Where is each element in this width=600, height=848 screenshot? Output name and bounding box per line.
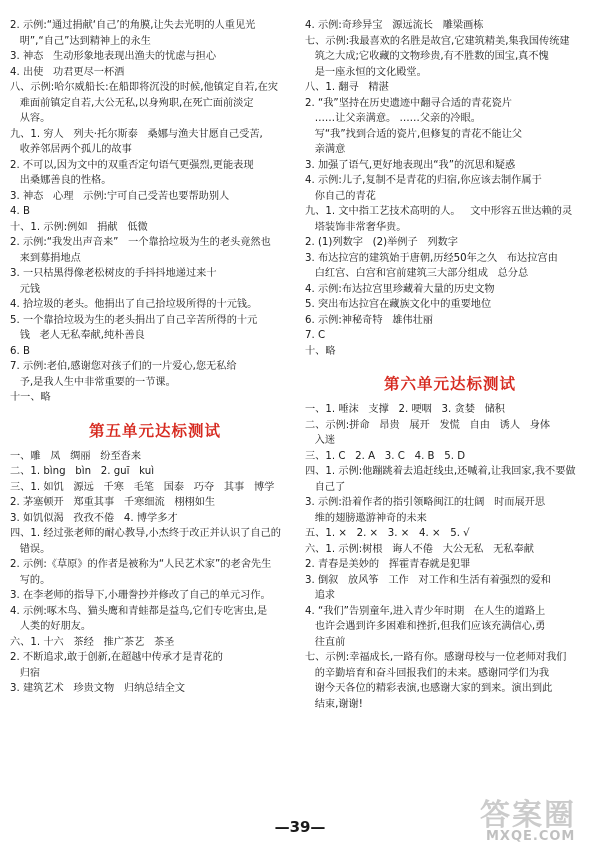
right-column (305, 18, 595, 712)
answer-line: 也许会遇到许多困难和挫折,但我们应该充满信心,勇 (305, 621, 546, 632)
answer-line: 四、1. 经过张老师的耐心教导,小杰终于改正并认识了自己的 (10, 528, 281, 539)
answer-line: 写的。 (10, 574, 51, 586)
answer-line: 八、1. 翻寻 精湛 (305, 82, 389, 93)
answer-line: 钱 老人无私奉献,纯朴善良 (10, 330, 145, 341)
answer-line: 3. 建筑艺术 珍贵文物 归纳总结全文 (10, 683, 186, 694)
answer-line: 3. 神态 生动形象地表现出渔夫的忧虑与担心 (10, 51, 217, 62)
watermark-sub: MXQE.COM (486, 829, 576, 844)
answer-list-unit4 (10, 18, 300, 406)
answer-line: 5. 一个靠拾垃圾为生的老头捐出了自己辛苦所得的十元 (10, 314, 258, 326)
answer-line: 3. 示例:沿着作者的指引领略闽江的壮阔 时而展开思 (305, 497, 546, 508)
answer-line: 2. 示例:“我发出声音来” 一个靠拾垃圾为生的老头竟然也 (10, 237, 271, 248)
answer-line: 十、1. 示例:例如 捐献 低微 (10, 221, 148, 233)
answer-line: 是一座永恒的文化殿堂。 (305, 66, 427, 78)
answer-line: 明”,“自己”达到精神上的永生 (10, 35, 151, 47)
answer-line: 收养邻居两个孤儿的故事 (10, 144, 132, 155)
answer-line: 十一、略 (10, 392, 51, 403)
answer-line: 结束,谢谢! (305, 698, 363, 710)
answer-line: 维的翅膀遨游神奇的未来 (305, 512, 427, 524)
answer-line: 归宿 (10, 667, 41, 679)
answer-line: 4. “我们”告别童年,进入青少年时期 在人生的道路上 (305, 605, 546, 617)
answer-line: 2. “我”坚持在历史遗迹中翻寻合适的青花瓷片 (305, 97, 512, 109)
answer-list-unit5-cont (305, 18, 595, 359)
answer-line: 入迷 (305, 435, 336, 446)
answer-line: 3. 倒叙 放风筝 工作 对工作和生活有着强烈的爱和 (305, 574, 551, 586)
answer-line: 九、1. 穷人 列夫·托尔斯泰 桑娜与渔夫甘愿自己受苦, (10, 128, 263, 140)
answer-list-unit6 (305, 402, 595, 712)
answer-line: 四、1. 示例:他蹦跳着去追赶线虫,还喊着,让我回家,我不要做 (305, 466, 576, 477)
answer-line: 2. 青春是美妙的 挥霍青春就是犯罪 (305, 559, 471, 570)
answer-line: 3. 加强了语气,更好地表现出“我”的沉思和疑惑 (305, 159, 516, 171)
answer-line: 4. B (10, 206, 30, 217)
answer-line: 4. 示例:布达拉宫里珍藏着大量的历史文物 (305, 283, 495, 295)
answer-line: 出桑娜善良的性格。 (10, 175, 112, 186)
answer-line: 十、略 (305, 345, 336, 357)
answer-line: 七、示例:幸福成长,一路有你。感谢母校与一位老师对我们 (305, 652, 567, 663)
answer-line: 6. B (10, 345, 30, 357)
answer-line: 九、1. 文中指工艺技术高明的人。 文中形容五世达赖的灵 (305, 206, 573, 217)
answer-line: ……让父亲满意。 ……父亲的冷眼。 (305, 113, 481, 124)
answer-line: 人类的好朋友。 (10, 621, 92, 632)
answer-line: 谢今天各位的精彩表演,也感谢大家的到来。演出到此 (305, 683, 553, 694)
answer-line: 的辛勤培育和奋斗回报我们的未来。感谢同学们为我 (305, 667, 550, 679)
answer-line: 五、1. × 2. × 3. × 4. × 5. √ (305, 528, 470, 539)
watermark-main: 答案圈 (480, 798, 576, 833)
answer-line: 4. 示例:儿子,复制不是青花的归宿,你应该去制作属于 (305, 175, 542, 186)
answer-line: 3. 布达拉宫的建筑始于唐朝,历经50年之久 布达拉宫由 (305, 252, 558, 264)
answer-line: 七、示例:我最喜欢的名胜是故宫,它建筑精美,集我国传统建 (305, 35, 570, 47)
answer-line: 塔装饰非常奢华贵。 (305, 221, 407, 233)
answer-line: 筑之大成;它收藏的文物珍贵,有不胜数的国宝,真不愧 (305, 51, 549, 62)
unit5-title: 第五单元达标测试 (88, 421, 221, 440)
answer-line: 7. C (305, 330, 326, 341)
answer-line: 六、1. 十六 茶经 推广茶艺 茶圣 (10, 636, 175, 648)
answer-line: 2. 茅塞顿开 郑重其事 千寒细流 栩栩如生 (10, 497, 216, 508)
answer-line: 你自己的青花 (305, 190, 376, 202)
answer-line: 白红宫、白宫和宫前建筑三大部分组成 总分总 (305, 268, 529, 279)
answer-line: 错误。 (10, 543, 51, 555)
answer-line: 5. 突出布达拉宫在藏族文化中的重要地位 (305, 299, 492, 310)
answer-list-unit5 (10, 449, 300, 697)
unit6-title: 第六单元达标测试 (383, 375, 516, 393)
answer-line: 一、雕 凤 绸丽 纷至沓来 (10, 450, 142, 462)
answer-line: 2. 不断追求,敢于创新,在超越中传承才是青花的 (10, 652, 223, 663)
answer-line: 难面前镇定自若,大公无私,以身殉职,在死亡面前淡定 (10, 97, 254, 109)
answer-line: 3. 神态 心理 示例:宁可自己受苦也要帮助别人 (10, 190, 230, 202)
answer-line: 4. 拾垃圾的老头。他捐出了自己拾垃圾所得的十元钱。 (10, 299, 258, 310)
answer-line: 3. 在李老师的指导下,小珊誊抄并修改了自己的单元习作。 (10, 590, 271, 601)
answer-line: 写“我”找到合适的瓷片,但修复的青花不能让父 (305, 128, 523, 140)
left-column (10, 18, 300, 697)
answer-line: 4. 出使 功君更尽一杯酒 (10, 66, 125, 78)
answer-line: 二、1. bìng bìn 2. guī kuì (10, 466, 155, 477)
answer-line: 2. (1)列数字 (2)举例子 列数字 (305, 237, 458, 248)
answer-line: 2. 示例:《草原》的作者是被称为“人民艺术家”的老舍先生 (10, 559, 272, 570)
answer-line: 6. 示例:神秘奇特 雄伟壮丽 (305, 314, 433, 326)
answer-line: 从容。 (10, 113, 51, 124)
answer-line: 4. 示例:奇珍异宝 源远流长 雕梁画栋 (305, 20, 484, 31)
answer-line: 八、示例:哈尔威船长:在船即将沉没的时候,他镇定自若,在灾 (10, 82, 279, 93)
answer-line: 7. 示例:老伯,感谢您对孩子们的一片爱心,您无私给 (10, 361, 237, 372)
answer-line: 4. 示例:啄木鸟、猫头鹰和青蛙都是益鸟,它们专吃害虫,是 (10, 605, 268, 617)
answer-line: 2. 不可以,因为文中的双重否定句语气更强烈,更能表现 (10, 159, 254, 171)
answer-line: 六、1. 示例:树根 诲人不倦 大公无私 无私奉献 (305, 543, 534, 555)
answer-line: 亲满意 (305, 144, 346, 155)
answer-line: 往直前 (305, 636, 346, 648)
answer-line: 元钱 (10, 283, 41, 295)
answer-line: 三、1. 如饥 源远 千寒 毛笔 国泰 巧夺 其事 博学 (10, 481, 275, 493)
answer-line: 予,是我人生中非常重要的一节课。 (10, 376, 176, 388)
page-number: —39— (274, 818, 326, 836)
answer-line: 自己了 (305, 481, 346, 493)
answer-line: 追求 (305, 590, 336, 601)
answer-line: 来到募捐地点 (10, 252, 81, 264)
answer-line: 一、1. 唾沫 支撑 2. 哽咽 3. 贪婪 储积 (305, 404, 505, 415)
answer-line: 二、示例:拼命 昂贵 展开 发慌 自由 诱人 身体 (305, 419, 551, 431)
answer-line: 三、1. C 2. A 3. C 4. B 5. D (305, 450, 466, 462)
answer-line: 3. 一只枯黑得像老松树皮的手抖抖地递过来十 (10, 268, 217, 279)
answer-line: 3. 如饥似渴 孜孜不倦 4. 博学多才 (10, 512, 178, 524)
answer-line: 2. 示例:“通过捐献‘自己’的角膜,让失去光明的人重见光 (10, 20, 256, 31)
